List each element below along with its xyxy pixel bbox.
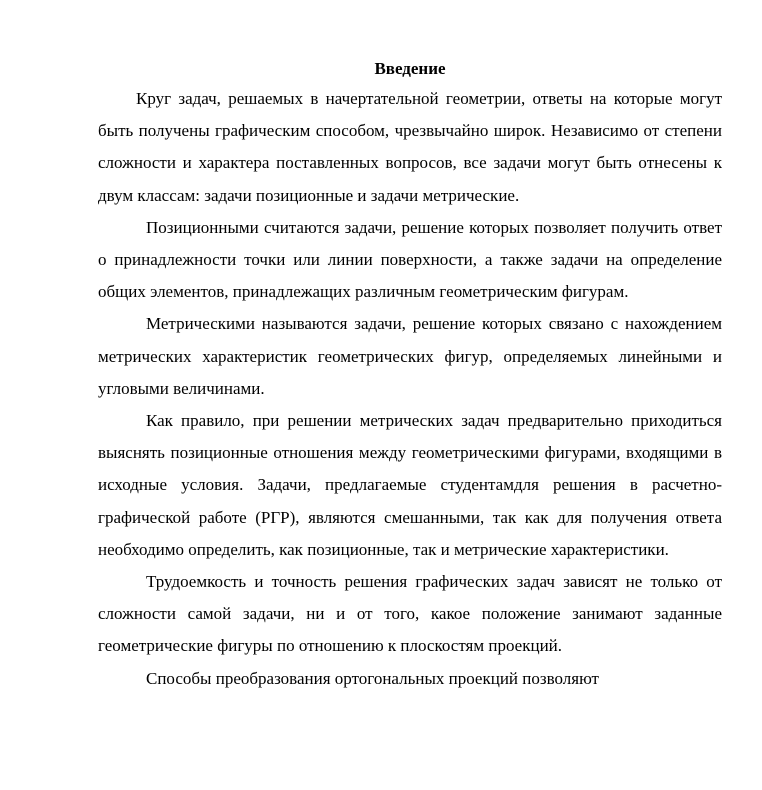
paragraph-mixed: Как правило, при решении метрических задач предварительно приходиться выяснять позиционные отношения между геометрическими фигурами, входящими в исходные условия. Задачи, предлагаемые студентамдля решения в расчетно-графической работе (РГР), являются смешанными, так как для получения ответа необходимо определить, как позиционные, так и метрические характеристики. bbox=[98, 411, 722, 559]
paragraph-intro: Круг задач, решаемых в начертательной геометрии, ответы на которые могут быть получены графическим способом, чрезвычайно широк. Независимо от степени сложности и характера поставленных вопросов, все задачи могут быть отнесены к двум классам: задачи позиционные и задачи метрические. bbox=[98, 89, 722, 205]
paragraph-complexity: Трудоемкость и точность решения графических задач зависят не только от сложности самой задачи, ни и от того, какое положение занимают заданные геометрические фигуры по отношению к плоскостям проекций. bbox=[98, 572, 722, 656]
document-title: Введение bbox=[374, 59, 446, 78]
paragraph-transformation: Способы преобразования ортогональных проекций позволяют bbox=[146, 668, 599, 688]
paragraph-positional: Позиционными считаются задачи, решение которых позволяет получить ответ о принадлежности точки или линии поверхности, а также задачи на определение общих элементов, принадлежащих различным геометрическим фигурам. bbox=[98, 217, 722, 302]
paragraph-metric: Метрическими называются задачи, решение которых связано с нахождением метрических характеристик геометрических фигур, определяемых линейными и угловыми величинами. bbox=[98, 314, 722, 398]
document-body bbox=[98, 55, 722, 695]
